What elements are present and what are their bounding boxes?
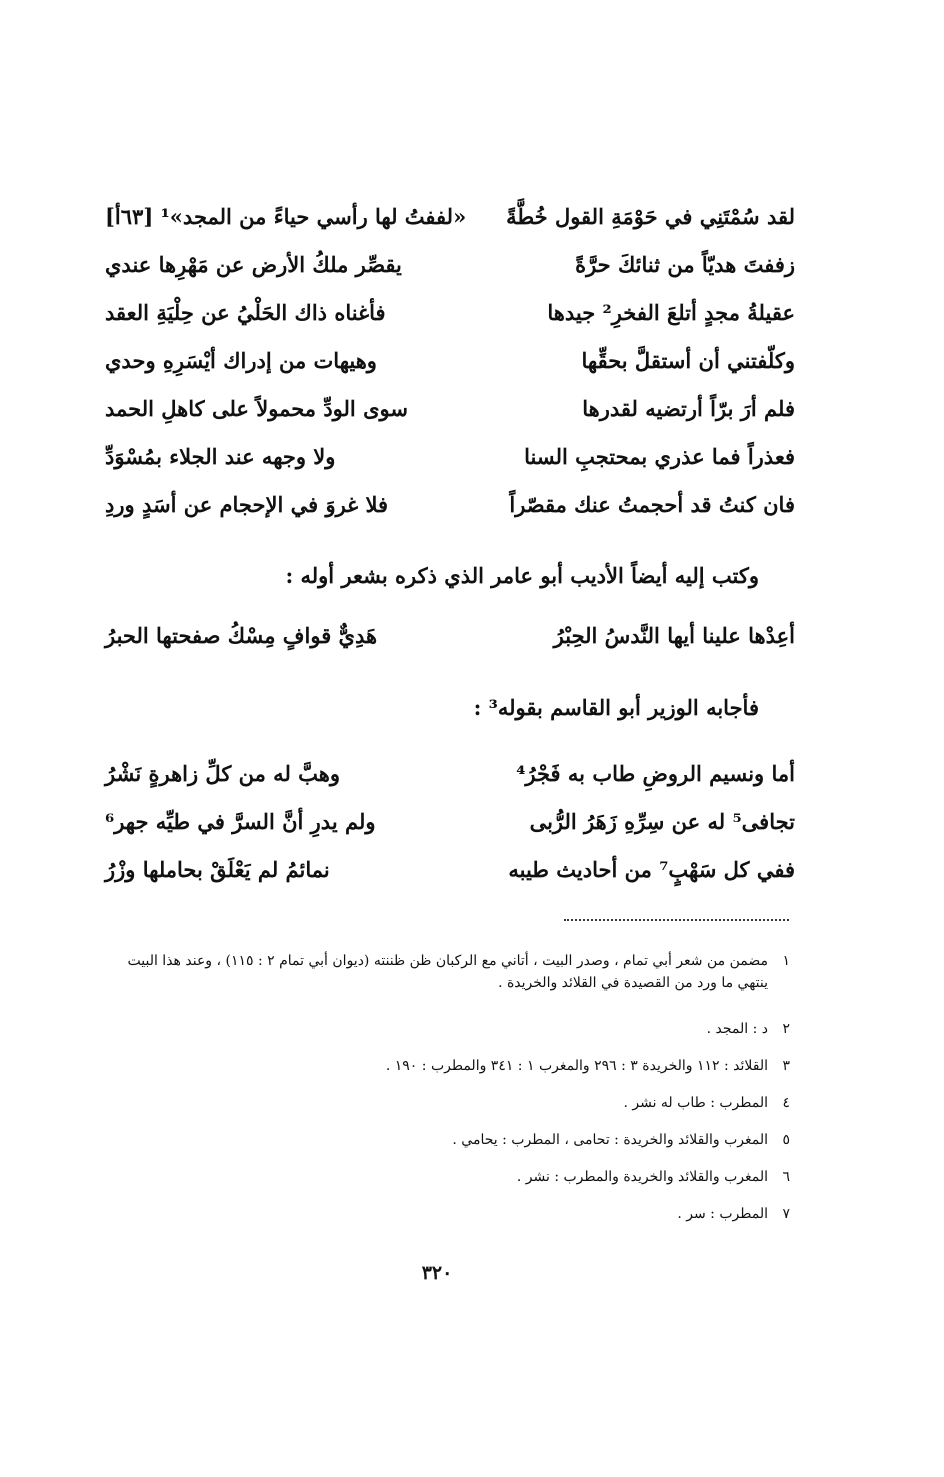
verse xyxy=(105,612,795,660)
poem-reply xyxy=(105,750,795,894)
footnote-text: مضمن من شعر أبي تمام ، وصدر البيت ، أتاني مع الركبان ظن ظننته (ديوان أبي تمام ٢ : ١١٥) ، وعند هذا البيت ينتهي ما ورد من القصيدة في القلائد والخريدة . xyxy=(127,953,768,991)
footnote-text: د : المجد . xyxy=(706,1021,768,1037)
first-hemistich: لقد سُمْتَنِي في حَوْمَةِ القول خُطَّةً xyxy=(506,204,795,229)
footnote-number: ٣ xyxy=(782,1058,790,1074)
verse xyxy=(105,241,795,289)
footnote-2 xyxy=(112,1018,790,1055)
verse xyxy=(105,337,795,385)
footnote-3 xyxy=(112,1055,790,1092)
second-hemistich: وهيهات من إدراك أيْسَرِهِ وحدي xyxy=(105,348,377,373)
footnote-number: ٤ xyxy=(782,1095,790,1111)
verse xyxy=(105,385,795,433)
prose-line: وكتب إليه أيضاً الأديب أبو عامر الذي ذكره بشعر أوله : xyxy=(285,563,759,588)
second-hemistich: نمائمُ لم يَعْلَقْ بحاملها وزْرُ xyxy=(105,857,330,882)
verse xyxy=(105,433,795,481)
first-hemistich: فعذراً فما عذري بمحتجبِ السنا xyxy=(524,444,795,469)
verse xyxy=(105,481,795,529)
second-hemistich: وهبَّ له من كلِّ زاهرةٍ نَشْرُ xyxy=(105,761,340,786)
first-hemistich: أعِدْها علينا أيها النَّدسُ الحِبْرُ xyxy=(553,623,795,648)
first-hemistich: وكلّفتني أن أستقلَّ بحقِّها xyxy=(581,348,795,373)
footnote-number: ٧ xyxy=(782,1206,790,1222)
verse xyxy=(105,846,795,894)
footnote-1 xyxy=(112,950,790,1018)
footnote-text: المطرب : طاب له نشر . xyxy=(623,1095,768,1111)
first-hemistich: أما ونسيم الروضِ طاب به فَجْرُ⁴ xyxy=(516,761,795,786)
first-hemistich: تجافى⁵ له عن سِرِّهِ زَهَرُ الرُّبى xyxy=(529,809,795,834)
second-hemistich: سوى الودِّ محمولاً على كاهلِ الحمد xyxy=(105,396,408,421)
footnote-number: ٥ xyxy=(782,1132,790,1148)
first-hemistich: فلم أرَ برّاً أرتضيه لقدرها xyxy=(582,396,795,421)
second-hemistich: فلا غروَ في الإحجام عن أسَدٍ وردِ xyxy=(105,492,389,517)
footnote-5 xyxy=(112,1129,790,1166)
footnote-number: ١ xyxy=(782,953,790,969)
poem-quoted-line xyxy=(105,612,795,660)
second-hemistich: ولا وجهه عند الجلاء بمُسْوَدِّ xyxy=(105,444,336,469)
second-hemistich: يقصِّر ملكُ الأرض عن مَهْرِها عندي xyxy=(105,252,402,277)
second-hemistich: ولم يدرِ أنَّ السرَّ في طيِّه جهر⁶ xyxy=(105,809,376,834)
first-hemistich: ففي كل سَهْبٍ⁷ من أحاديث طيبه xyxy=(508,857,795,882)
footnote-number: ٢ xyxy=(782,1021,790,1037)
footnotes xyxy=(112,950,790,1240)
footnote-7 xyxy=(112,1203,790,1240)
footnote-text: المغرب والقلائد والخريدة : تحامى ، المطرب : يحامي . xyxy=(452,1132,768,1148)
first-hemistich: فان كنتُ قد أحجمتُ عنك مقصّراً xyxy=(509,492,795,517)
page-number: ٣٢٠ xyxy=(421,1262,453,1284)
footnote-text: المغرب والقلائد والخريدة والمطرب : نشر . xyxy=(516,1169,768,1185)
footnote-6 xyxy=(112,1166,790,1203)
verse xyxy=(105,798,795,846)
footnote-text: القلائد : ١١٢ والخريدة ٣ : ٢٩٦ والمغرب ١ : ٣٤١ والمطرب : ١٩٠ . xyxy=(385,1058,768,1074)
footnote-number: ٦ xyxy=(782,1169,790,1185)
footnote-text: المطرب : سر . xyxy=(677,1206,768,1222)
poem-exchange xyxy=(105,193,795,529)
verse xyxy=(105,750,795,798)
first-hemistich: عقيلةُ مجدٍ أتلعَ الفخرِ² جيدها xyxy=(547,300,795,325)
second-hemistich: هَدِيٌّ قوافٍ مِسْكُ صفحتها الحبرُ xyxy=(105,623,378,648)
second-hemistich: فأغناه ذاك الحَلْيُ عن حِلْيَةِ العقد xyxy=(105,300,386,325)
first-hemistich: زففتَ هديّاً من ثنائكَ حرَّةً xyxy=(575,252,795,277)
footnote-4 xyxy=(112,1092,790,1129)
verse xyxy=(105,289,795,337)
verse xyxy=(105,193,795,241)
prose-line: فأجابه الوزير أبو القاسم بقوله³ : xyxy=(473,695,759,720)
footnote-separator xyxy=(564,919,789,921)
second-hemistich: «لففتُ لها رأسي حياءً من المجد»¹ [٦٣أ] xyxy=(105,204,467,229)
